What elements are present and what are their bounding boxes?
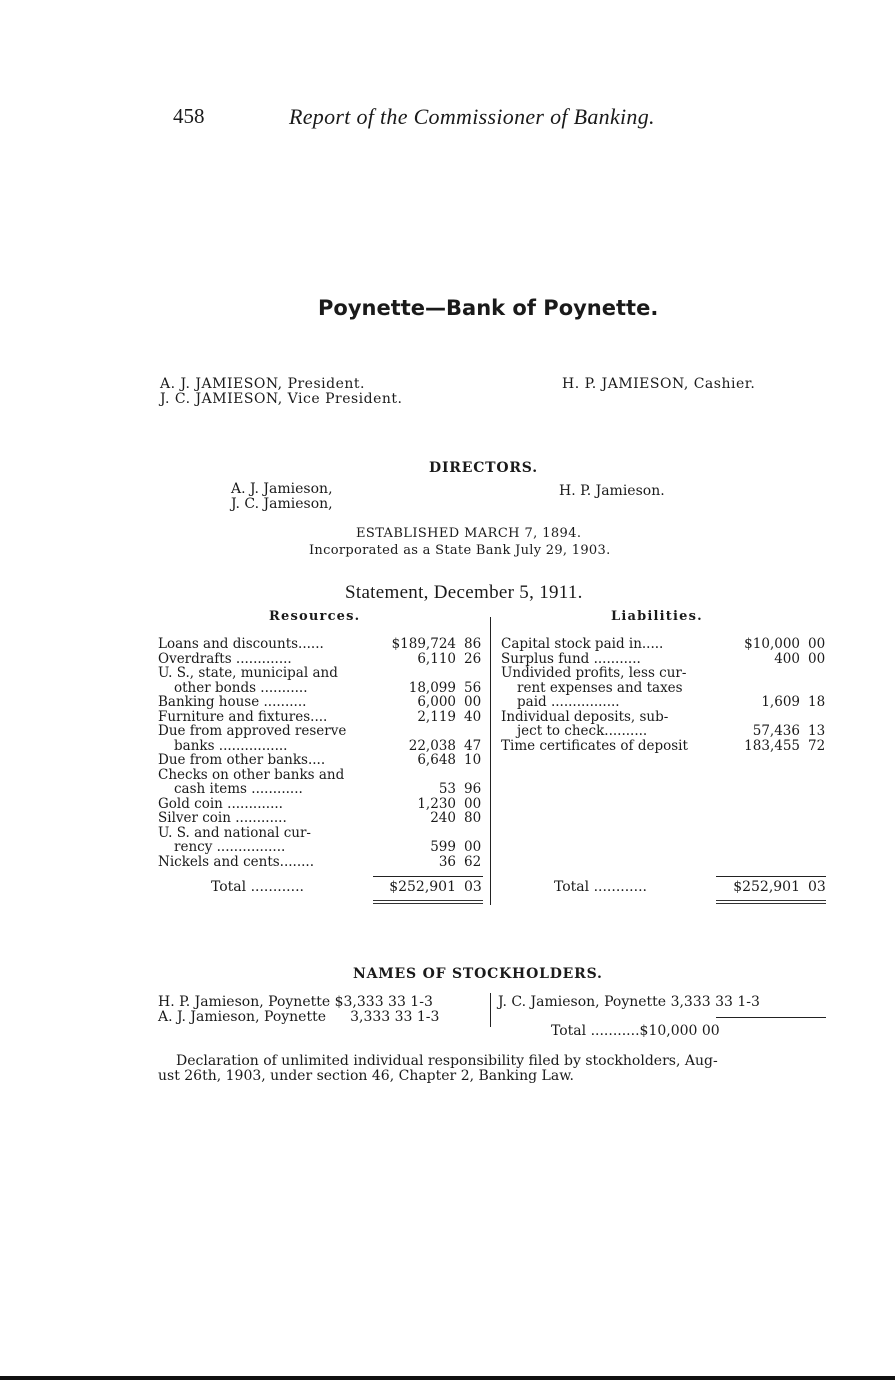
table-row-label: Banking house .......... [158, 694, 307, 710]
liabilities-total-double-rule [716, 900, 826, 904]
table-row-label: other bonds ........... [174, 679, 308, 696]
table-row-amount: 6,000 [417, 694, 456, 710]
table-row-amount: 2,119 [417, 708, 456, 725]
table-row-cents: 26 [464, 650, 482, 667]
director-1: A. J. Jamieson, [231, 481, 333, 497]
table-row-amount: 1,230 [417, 795, 456, 812]
resources-total-cents: 03 [464, 879, 482, 895]
table-row-amount: 18,099 [408, 679, 456, 696]
director-2: J. C. Jamieson, [231, 496, 333, 512]
stockholders-total [551, 1024, 720, 1039]
running-title: Report of the Commissioner of Banking. [289, 104, 655, 129]
table-row-label: Capital stock paid in..... [501, 636, 664, 652]
table-row-amount: 183,455 [744, 737, 800, 754]
table-row-amount: $10,000 [744, 636, 800, 652]
resources-total-amount: $252,901 [389, 879, 456, 895]
table-row-cents: 13 [808, 723, 826, 739]
declaration-line-1: Declaration of unlimited individual responsibility filed by stockholders, Aug- [176, 1053, 718, 1069]
liabilities-heading: Liabilities. [611, 609, 703, 624]
stockholder-name: H. P. Jamieson, Poynette [158, 994, 331, 1010]
table-row-cents: 40 [464, 708, 482, 725]
table-row-label: Nickels and cents........ [158, 853, 315, 870]
bank-title: Poynette—Bank of Poynette. [318, 296, 659, 320]
table-row-amount: 57,436 [752, 723, 800, 739]
officer-president: A. J. JAMIESON, President. [160, 376, 365, 392]
table-row-amount: 240 [430, 810, 456, 826]
stockholders-total-rule [716, 1017, 826, 1018]
table-row-label: Loans and discounts...... [158, 636, 324, 652]
table-row-label: Silver coin ............ [158, 810, 287, 826]
stockholder-name: A. J. Jamieson, Poynette [158, 1009, 326, 1025]
table-row-cents: 00 [464, 839, 482, 855]
incorporated-line: Incorporated as a State Bank July 29, 1903. [309, 543, 611, 558]
stockholders-total-amount: $10,000 00 [639, 1023, 720, 1039]
table-row-label: rent expenses and taxes [517, 679, 683, 696]
table-row-amount: 599 [430, 839, 456, 855]
table-row-label: Gold coin ............. [158, 795, 283, 812]
director-3: H. P. Jamieson. [559, 483, 665, 499]
table-row-label: cash items ............ [174, 781, 303, 797]
resources-total-rule [373, 876, 483, 877]
table-row-cents: 72 [808, 737, 826, 754]
table-row-label: Due from approved reserve [158, 723, 347, 739]
stockholder-amount: 3,333 33 1-3 [670, 994, 760, 1010]
table-row-cents: 10 [464, 752, 482, 768]
table-row-label: ject to check.......... [517, 723, 648, 739]
statement-title: Statement, December 5, 1911. [345, 582, 583, 603]
table-row-cents: 80 [464, 810, 482, 826]
table-row-amount: 36 [438, 853, 456, 870]
table-row-cents: 00 [808, 636, 826, 652]
directors-heading: DIRECTORS. [429, 460, 538, 476]
table-row-label: banks ................ [174, 737, 288, 754]
table-row-cents: 00 [464, 795, 482, 812]
table-row-cents: 62 [464, 853, 482, 870]
liabilities-total-label: Total ............ [554, 879, 647, 895]
established-line: ESTABLISHED MARCH 7, 1894. [356, 526, 582, 541]
declaration-line-2: ust 26th, 1903, under section 46, Chapter 2, Banking Law. [158, 1068, 574, 1084]
stockholder-row [158, 1010, 439, 1025]
stockholder-amount: 3,333 33 1-3 [350, 1009, 440, 1025]
page-bottom-edge [0, 1376, 895, 1380]
liabilities-total-amount: $252,901 [733, 879, 800, 895]
table-row-cents: 86 [464, 636, 482, 652]
table-row-cents: 47 [464, 737, 482, 754]
table-row-label: Furniture and fixtures.... [158, 708, 328, 725]
table-row-amount: 400 [774, 650, 800, 667]
stockholder-row [158, 995, 433, 1010]
table-row-amount: 6,110 [417, 650, 456, 667]
page-number: 458 [173, 104, 205, 128]
table-row-label: U. S., state, municipal and [158, 665, 338, 681]
table-row-label: Checks on other banks and [158, 766, 345, 783]
table-row-label: Surplus fund ........... [501, 650, 641, 667]
table-row-label: Undivided profits, less cur- [501, 665, 687, 681]
table-row-cents: 56 [464, 679, 482, 696]
stockholder-name: J. C. Jamieson, Poynette [498, 994, 667, 1010]
liabilities-table [501, 637, 831, 767]
column-divider [490, 617, 491, 905]
table-row-cents: 00 [464, 694, 482, 710]
stockholders-heading: NAMES OF STOCKHOLDERS. [353, 966, 603, 982]
stockholders-total-label: Total ........... [551, 1023, 640, 1039]
resources-total-double-rule [373, 900, 483, 904]
table-row-label: Overdrafts ............. [158, 650, 292, 667]
liabilities-total-cents: 03 [808, 879, 826, 895]
stockholders-divider [490, 993, 491, 1027]
table-row-amount: $189,724 [391, 636, 456, 652]
table-row-cents: 18 [808, 694, 826, 710]
table-row-amount: 6,648 [417, 752, 456, 768]
table-row-label: Due from other banks.... [158, 752, 326, 768]
table-row-cents: 00 [808, 650, 826, 667]
officer-cashier: H. P. JAMIESON, Cashier. [562, 376, 756, 392]
table-row-label: Time certificates of deposit [501, 737, 688, 754]
table-row-label: paid ................ [517, 694, 620, 710]
stockholder-row [498, 995, 760, 1010]
table-row-cents: 96 [464, 781, 482, 797]
resources-heading: Resources. [269, 609, 361, 624]
table-row-amount: 22,038 [408, 737, 456, 754]
resources-total-label: Total ............ [211, 879, 304, 895]
table-row-amount: 53 [438, 781, 456, 797]
table-row-label: rency ................ [174, 839, 286, 855]
table-row-label: U. S. and national cur- [158, 824, 311, 841]
stockholder-amount: $3,333 33 1-3 [334, 994, 433, 1010]
table-row-amount: 1,609 [761, 694, 800, 710]
officer-vice-president: J. C. JAMIESON, Vice President. [160, 391, 403, 407]
table-row-label: Individual deposits, sub- [501, 708, 669, 725]
resources-table [158, 637, 488, 877]
liabilities-total-rule [716, 876, 826, 877]
